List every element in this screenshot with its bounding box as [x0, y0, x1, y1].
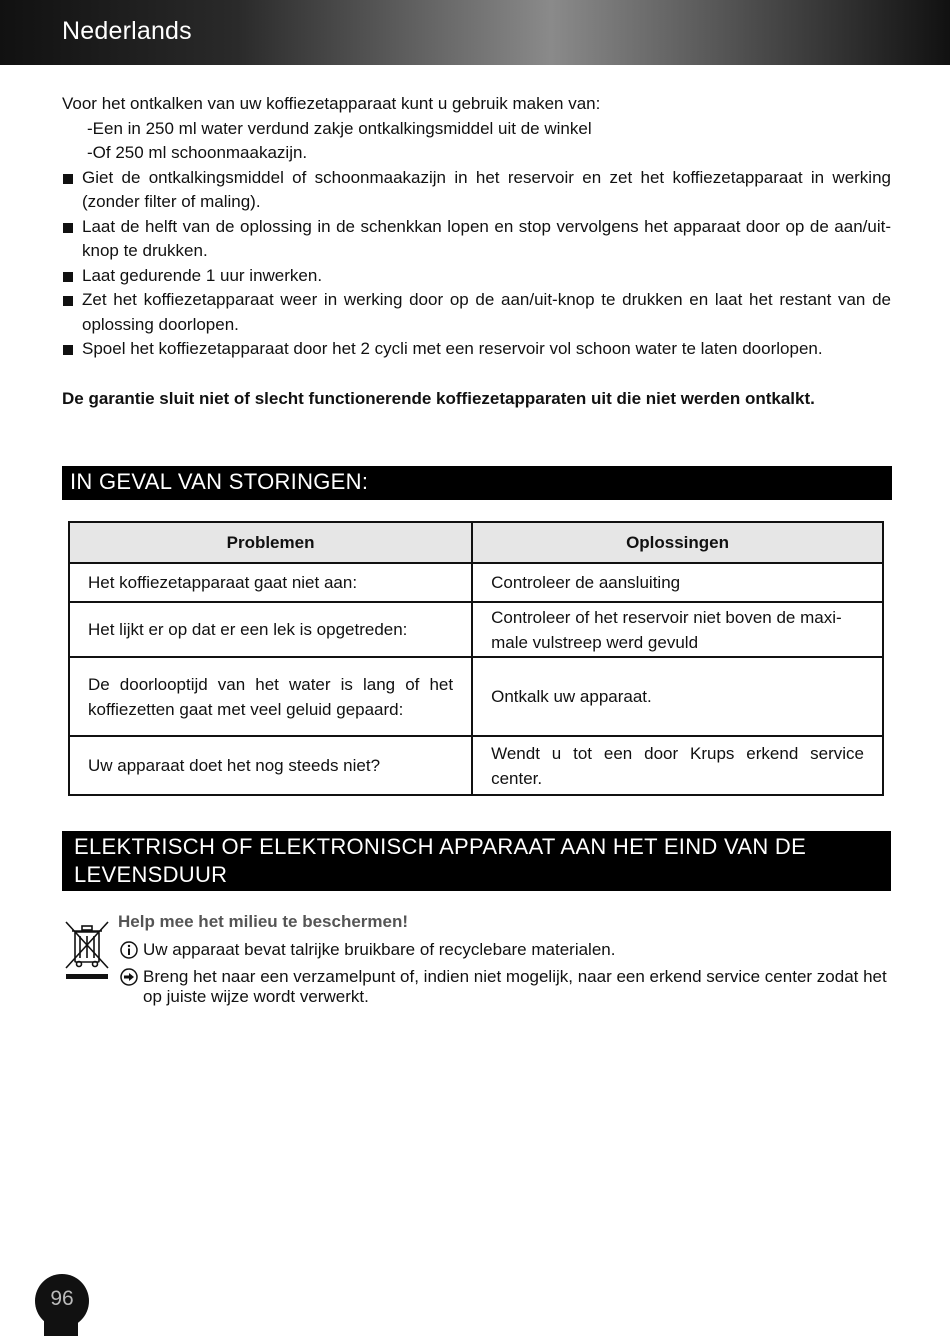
descaling-step [62, 264, 891, 289]
troubleshooting-table [68, 521, 884, 796]
descaling-step [62, 166, 891, 215]
descaling-step-text: Giet de ontkalkingsmiddel of schoonmaakazijn in het reservoir en zet het koffiezetapparaat in werking (zonder filter of maling). [82, 167, 891, 211]
problem-cell: Het koffiezetapparaat gaat niet aan: [69, 563, 472, 602]
table-header-row [69, 522, 883, 563]
solution-cell: Wendt u tot een door Krups erkend service center. [472, 736, 883, 795]
square-bullet-icon [63, 272, 73, 282]
descaling-step-text: Zet het koffiezetapparaat weer in werking door op de aan/uit-knop te drukken en laat het restant van de oplossing doorlopen. [82, 290, 891, 334]
disposal-heading-text: ELEKTRISCH OF ELEKTRONISCH APPARAAT AAN HET EIND VAN DE LEVENSDUUR [74, 834, 807, 887]
problem-cell: Uw apparaat doet het nog steeds niet? [69, 736, 472, 795]
warranty-warning: De garantie sluit niet of slecht functionerende koffiezetapparaten uit die niet werden ontkalkt. [62, 388, 815, 408]
descaling-step [62, 337, 891, 362]
table-row [69, 657, 883, 736]
descaling-option: -Een in 250 ml water verdund zakje ontkalkingsmiddel uit de winkel [87, 118, 592, 138]
square-bullet-icon [63, 296, 73, 306]
descaling-option: -Of 250 ml schoonmaakazijn. [87, 143, 308, 162]
environment-action-line [120, 967, 890, 1007]
solution-cell: Controleer of het reservoir niet boven de maxi-male vulstreep werd gevuld [472, 602, 883, 657]
troubleshooting-heading-text: IN GEVAL VAN STORINGEN: [70, 469, 369, 494]
square-bullet-icon [63, 223, 73, 233]
descaling-step-text: Laat gedurende 1 uur inwerken. [82, 265, 323, 285]
square-bullet-icon [63, 174, 73, 184]
environment-heading: Help mee het milieu te beschermen! [118, 912, 409, 931]
arrow-right-icon [120, 968, 138, 986]
page-number-tab [44, 1310, 78, 1336]
solution-cell: Controleer de aansluiting [472, 563, 883, 602]
table-row [69, 736, 883, 795]
problem-cell: De doorlooptijd van het water is lang of het koffiezetten gaat met veel geluid gepaard: [69, 657, 472, 736]
descaling-step-text: Spoel het koffiezetapparaat door het 2 cycli met een reservoir vol schoon water te laten doorlopen. [82, 339, 823, 358]
table-row [69, 602, 883, 657]
problem-cell: Het lijkt er op dat er een lek is opgetreden: [69, 602, 472, 657]
environment-action-text: Breng het naar een verzamelpunt of, indien niet mogelijk, naar een erkend service center zodat het op juiste wijze wordt verwerkt. [143, 967, 887, 1006]
info-icon [120, 941, 138, 959]
descaling-step [62, 288, 891, 337]
descaling-intro: Voor het ontkalken van uw koffiezetapparaat kunt u gebruik maken van: [62, 94, 601, 113]
descaling-step [62, 215, 891, 264]
crossed-bin-icon [62, 916, 112, 980]
column-header-solutions: Oplossingen [472, 522, 883, 563]
column-header-problems: Problemen [69, 522, 472, 563]
descaling-step-text: Laat de helft van de oplossing in de schenkkan lopen en stop vervolgens het apparaat door op de aan/uit-knop te drukken. [82, 216, 891, 260]
table-row [69, 563, 883, 602]
descaling-section [62, 92, 891, 411]
environment-info-text: Uw apparaat bevat talrijke bruikbare of recyclebare materialen. [143, 940, 616, 959]
page-number: 96 [50, 1287, 74, 1310]
troubleshooting-heading [62, 466, 892, 500]
page-header [0, 0, 950, 65]
square-bullet-icon [63, 345, 73, 355]
page-language-title: Nederlands [62, 17, 192, 45]
solution-cell: Ontkalk uw apparaat. [472, 657, 883, 736]
disposal-heading [62, 831, 891, 891]
environment-info-line [120, 940, 890, 960]
